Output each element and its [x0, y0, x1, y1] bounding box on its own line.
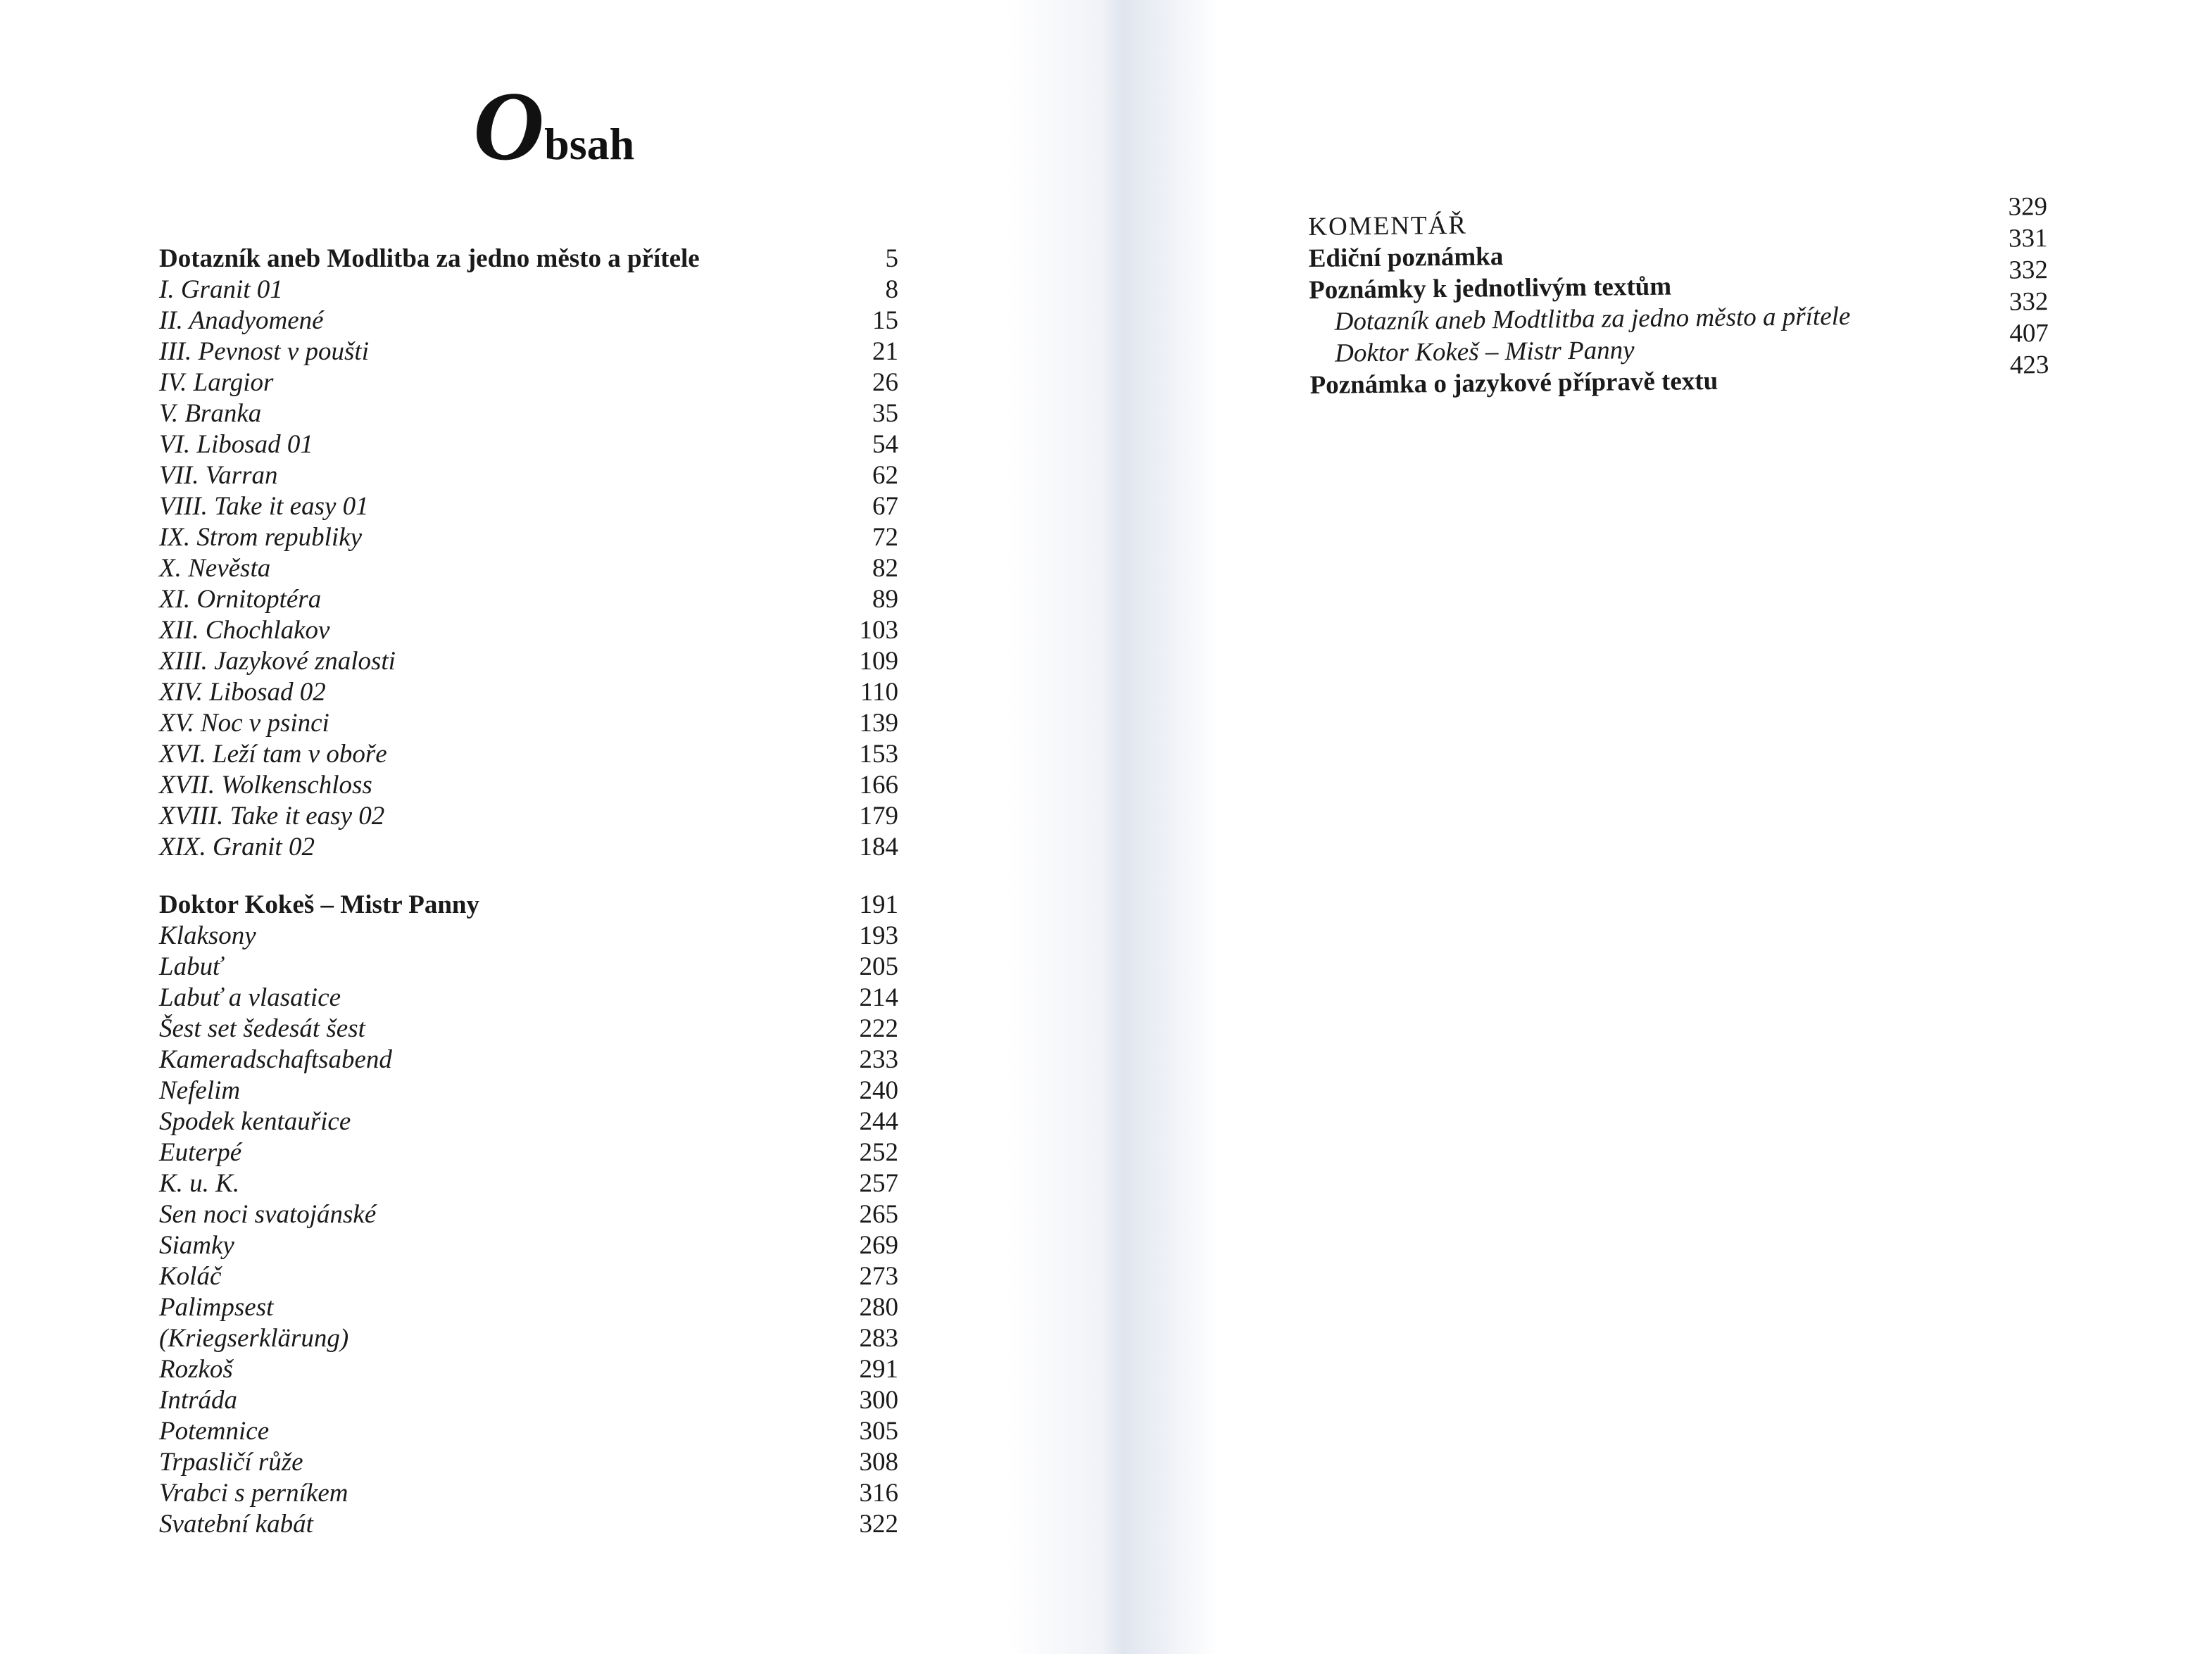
- toc-entry-page: 15: [872, 306, 898, 335]
- toc-entry: [159, 801, 898, 832]
- toc-entry: [159, 522, 898, 553]
- toc-entry-title: XVII. Wolkenschloss: [159, 771, 372, 800]
- toc-entry: [159, 1447, 898, 1478]
- toc-entry-title: Rozkoš: [159, 1355, 233, 1384]
- toc-entry-page: 265: [859, 1200, 898, 1229]
- toc-entry-title: X. Nevěsta: [159, 554, 271, 583]
- toc-entry-page: 191: [859, 890, 898, 919]
- toc-entry: [159, 1478, 898, 1509]
- toc-entry-page: 291: [859, 1355, 898, 1384]
- toc-section-komentar: [1308, 192, 2049, 401]
- toc-entry: [159, 1385, 898, 1416]
- toc-entry-page: 305: [859, 1417, 898, 1446]
- toc-entry: [159, 770, 898, 801]
- toc-entry-title: I. Granit 01: [159, 275, 283, 304]
- title-initial: O: [473, 72, 545, 181]
- toc-entry-title: Klaksony: [159, 921, 256, 950]
- toc-entry-title: Svatební kabát: [159, 1510, 313, 1539]
- toc-entry-title: Doktor Kokeš – Mistr Panny: [159, 890, 479, 919]
- toc-entry-title: VII. Varran: [159, 461, 278, 490]
- toc-entry-page: 269: [859, 1231, 898, 1260]
- toc-entry-page: 67: [872, 492, 898, 521]
- toc-entry-page: 8: [885, 275, 898, 304]
- toc-entry-title: IV. Largior: [159, 368, 274, 397]
- toc-entry: [159, 1137, 898, 1168]
- toc-entry-page: 166: [859, 771, 898, 800]
- toc-entry-title: Šest set šedesát šest: [159, 1014, 365, 1043]
- toc-section-heading: [159, 244, 898, 274]
- toc-entry-page: 26: [872, 368, 898, 397]
- toc-entry-title: XII. Chochlakov: [159, 616, 330, 645]
- right-page: [1107, 0, 2212, 1654]
- toc-entry: [159, 983, 898, 1014]
- toc-entry-page: 5: [885, 244, 898, 273]
- toc-entry-title: Intráda: [159, 1386, 237, 1415]
- toc-entry: [159, 553, 898, 584]
- toc-entry-title: VI. Libosad 01: [159, 430, 313, 459]
- toc-entry: [159, 274, 898, 305]
- toc-entry: [159, 1106, 898, 1137]
- toc-entry-page: 283: [859, 1324, 898, 1353]
- toc-entry-page: 184: [859, 833, 898, 861]
- toc-entry: [159, 1199, 898, 1230]
- toc-entry-page: 89: [872, 585, 898, 614]
- toc-entry-page: 316: [859, 1479, 898, 1508]
- toc-entry: [159, 336, 898, 367]
- toc-entry-title: K. u. K.: [159, 1169, 240, 1198]
- toc-entry-title: IX. Strom republiky: [159, 523, 363, 552]
- toc-entry-title: XV. Noc v psinci: [159, 709, 329, 738]
- toc-entry-title: Palimpsest: [159, 1293, 274, 1322]
- toc-entry-title: Labuť a vlasatice: [159, 983, 341, 1012]
- toc-entry: [159, 1509, 898, 1540]
- toc-entry-title: XVI. Leží tam v oboře: [159, 740, 387, 769]
- toc-section-heading: [159, 890, 898, 921]
- toc-entry-title: Dotazník aneb Modtlitba za jedno město a přítele: [1334, 301, 1851, 336]
- toc-entry-title: Poznámky k jednotlivým textům: [1308, 272, 1672, 305]
- toc-entry: [159, 1354, 898, 1385]
- toc-entry-page: 110: [860, 678, 898, 707]
- toc-entry-title: Koláč: [159, 1262, 222, 1291]
- toc-entry-page: 35: [872, 399, 898, 428]
- toc-entry-page: 332: [2009, 286, 2049, 317]
- toc-entry-page: 257: [859, 1169, 898, 1198]
- toc-entry: [159, 429, 898, 460]
- toc-entry: [159, 739, 898, 770]
- toc-entry: [159, 305, 898, 336]
- toc-entry-page: 139: [859, 709, 898, 738]
- toc-entry-page: 179: [859, 802, 898, 831]
- toc-entry: [159, 1323, 898, 1354]
- toc-entry: [159, 921, 898, 952]
- toc-entry-title: V. Branka: [159, 399, 262, 428]
- toc-entry-page: 72: [872, 523, 898, 552]
- toc-entry-page: 329: [2008, 192, 2048, 222]
- toc-entry-title: XIX. Granit 02: [159, 833, 315, 861]
- toc-entry-title: XIII. Jazykové znalosti: [159, 647, 396, 676]
- toc-entry-title: (Kriegserklärung): [159, 1324, 349, 1353]
- toc-entry: [159, 1416, 898, 1447]
- toc-entry-page: 240: [859, 1076, 898, 1105]
- toc-entry: [159, 646, 898, 677]
- toc-entry-page: 280: [859, 1293, 898, 1322]
- toc-entry-title: III. Pevnost v poušti: [159, 337, 369, 366]
- toc-entry-page: 331: [2008, 224, 2048, 253]
- toc-entry: [159, 460, 898, 491]
- toc-entry-page: 273: [859, 1262, 898, 1291]
- toc-entry: [159, 1230, 898, 1261]
- page-title: [473, 72, 635, 181]
- toc-entry-page: 193: [859, 921, 898, 950]
- toc-entry: [159, 1292, 898, 1323]
- toc-entry: [159, 615, 898, 646]
- toc-entry-title: II. Anadyomené: [159, 306, 324, 335]
- toc-entry-page: 244: [859, 1107, 898, 1136]
- toc-entry-page: 308: [859, 1448, 898, 1477]
- toc-entry-page: 103: [859, 616, 898, 645]
- toc-entry-page: 407: [2009, 318, 2049, 348]
- toc-entry: [159, 952, 898, 983]
- toc-section-doktor-kokes: [159, 890, 898, 1540]
- toc-entry-title: Doktor Kokeš – Mistr Panny: [1334, 336, 1635, 368]
- toc-entry-page: 109: [859, 647, 898, 676]
- toc-entry-page: 82: [872, 554, 898, 583]
- toc-entry: [159, 1168, 898, 1199]
- toc-entry: [159, 398, 898, 429]
- toc-entry: [159, 708, 898, 739]
- toc-entry: [159, 1044, 898, 1075]
- toc-entry-page: 214: [859, 983, 898, 1012]
- toc-entry-title: Dotazník aneb Modlitba za jedno město a přítele: [159, 244, 700, 273]
- toc-entry: [159, 832, 898, 863]
- toc-entry-page: 423: [2009, 350, 2049, 380]
- toc-entry-title: Siamky: [159, 1231, 234, 1260]
- toc-section-dotaznik: [159, 244, 898, 863]
- toc-entry-page: 332: [2009, 255, 2049, 285]
- toc-entry-title: Trpasličí růže: [159, 1448, 303, 1477]
- toc-entry-title: Potemnice: [159, 1417, 270, 1446]
- toc-entry-title: XI. Ornitoptéra: [159, 585, 322, 614]
- toc-entry: [159, 584, 898, 615]
- toc-entry-page: 300: [859, 1386, 898, 1415]
- toc-entry: [159, 1261, 898, 1292]
- toc-entry-title: Labuť: [159, 952, 222, 981]
- toc-entry-title: Vrabci s perníkem: [159, 1479, 348, 1508]
- title-rest: bsah: [544, 119, 635, 169]
- toc-entry: [159, 367, 898, 398]
- left-page: [0, 0, 1105, 1654]
- toc-entry-page: 233: [859, 1045, 898, 1074]
- toc-entry-title: KOMENTÁŘ: [1308, 210, 1468, 241]
- toc-entry-page: 222: [859, 1014, 898, 1043]
- toc-entry-title: VIII. Take it easy 01: [159, 492, 369, 521]
- toc-entry-title: XIV. Libosad 02: [159, 678, 326, 707]
- toc-entry-title: Sen noci svatojánské: [159, 1200, 377, 1229]
- toc-entry-page: 153: [859, 740, 898, 769]
- toc-entry-title: Nefelim: [159, 1076, 241, 1105]
- toc-entry-title: Euterpé: [159, 1138, 242, 1167]
- toc-entry-page: 205: [859, 952, 898, 981]
- toc-entry-page: 322: [859, 1510, 898, 1539]
- toc-entry-page: 21: [872, 337, 898, 366]
- toc-entry-title: XVIII. Take it easy 02: [159, 802, 385, 831]
- toc-entry-title: Poznámka o jazykové přípravě textu: [1309, 366, 1718, 400]
- toc-entry: [159, 1075, 898, 1106]
- toc-entry-title: Kameradschaftsabend: [159, 1045, 392, 1074]
- toc-entry: [159, 677, 898, 708]
- toc-entry: [159, 1014, 898, 1044]
- toc-entry-page: 62: [872, 461, 898, 490]
- toc-entry-title: Ediční poznámka: [1308, 242, 1504, 273]
- toc-entry-page: 54: [872, 430, 898, 459]
- toc-entry: [159, 491, 898, 522]
- toc-entry-page: 252: [859, 1138, 898, 1167]
- toc-entry-title: Spodek kentauřice: [159, 1107, 351, 1136]
